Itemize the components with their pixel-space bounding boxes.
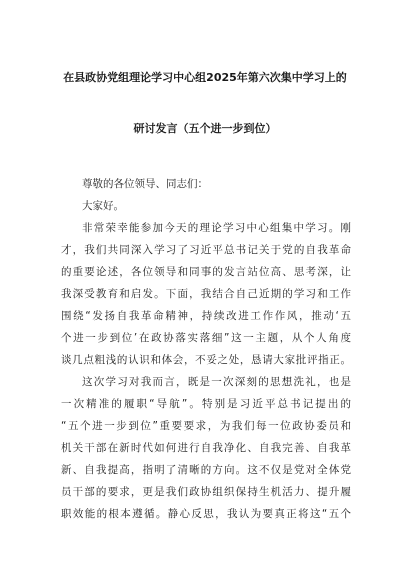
paragraph-line: 个进一步到位’在政协落实落细”这一主题，从个人角度 [61, 332, 351, 344]
greeting: 大家好。 [82, 200, 124, 212]
salutation: 尊敬的各位领导、同志们： [82, 178, 208, 190]
paragraph-line: 这次学习对我而言，既是一次深刻的思想洗礼，也是 [82, 376, 351, 388]
paragraph-line: 非常荣幸能参加今天的理论学习中心组集中学习。刚 [82, 222, 351, 234]
paragraph-line: 我深受教育和启发。下面，我结合自己近期的学习和工作 [61, 288, 351, 300]
paragraph-line: 的重要论述，各位领导和同事的发言站位高、思考深，让 [61, 266, 351, 278]
paragraph-line: 一次精准的履职“导航”。特别是习近平总书记提出的 [61, 398, 351, 410]
paragraph-line: 才，我们共同深入学习了习近平总书记关于党的自我革命 [61, 244, 351, 256]
paragraph-line: 机关干部在新时代如何进行自我净化、自我完善、自我革 [61, 442, 351, 454]
document-title-line-1: 在县政协党组理论学习中心组2025年第六次集中学习上的 [63, 71, 347, 84]
paragraph-line: 围绕“发扬自我革命精神，持续改进工作作风，推动‘五 [61, 310, 351, 322]
paragraph-line: 新、自我提高，指明了清晰的方向。这不仅是党对全体党 [61, 464, 351, 476]
paragraph-line: “五个进一步到位”重要要求，为我们每一位政协委员和 [61, 420, 351, 432]
paragraph-line: 职效能的根本遵循。静心反思，我认为要真正将这“五个 [61, 508, 351, 520]
paragraph-line: 谈几点粗浅的认识和体会，不妥之处，恳请大家批评指正。 [61, 354, 351, 366]
document-title-line-2: 研讨发言（五个进一步到位） [133, 122, 277, 135]
paragraph-line: 员干部的要求，更是我们政协组织保持生机活力、提升履 [61, 486, 351, 498]
